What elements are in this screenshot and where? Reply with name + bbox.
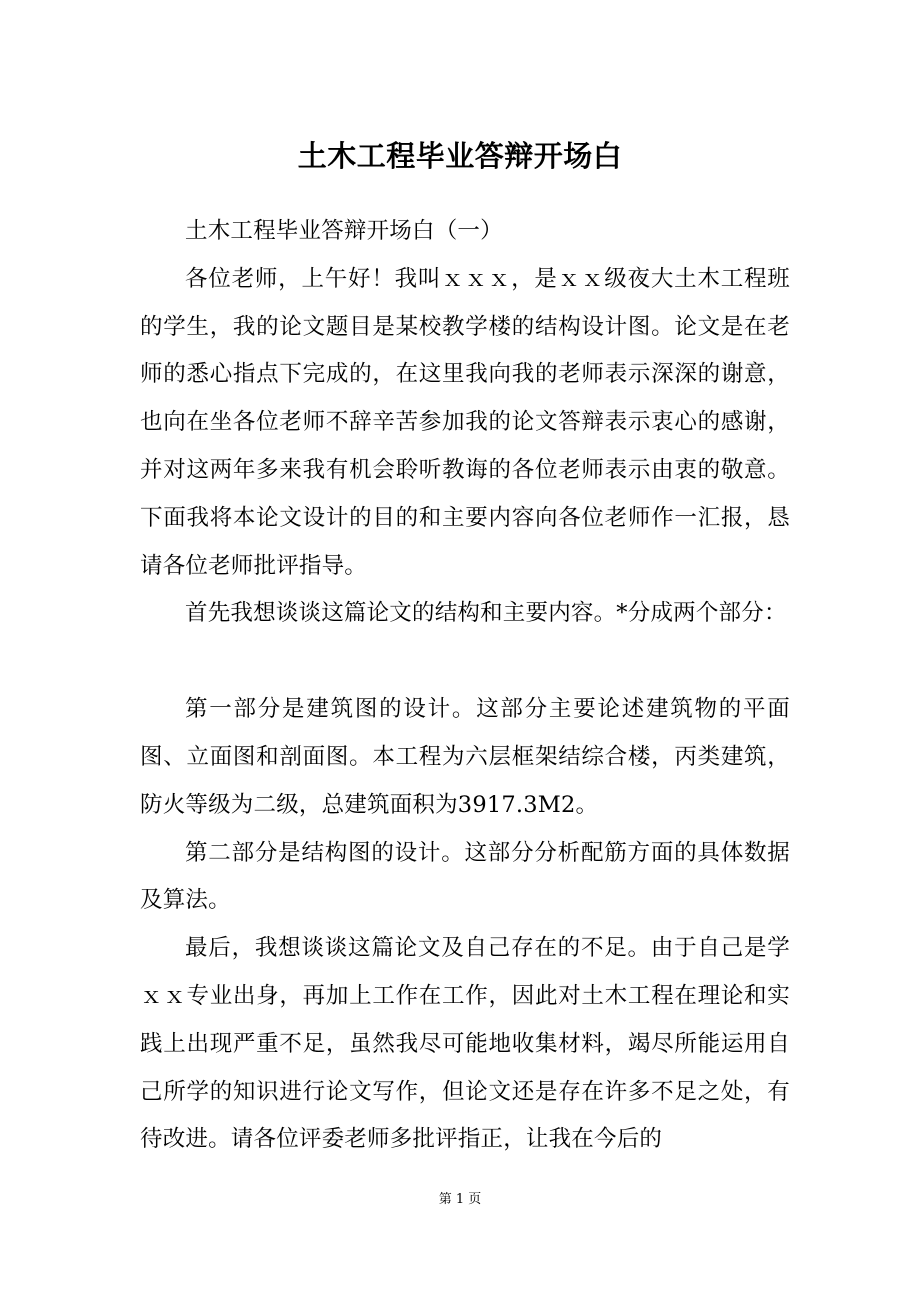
structure-intro-paragraph: 首先我想谈谈这篇论文的结构和主要内容。*分成两个部分： (185, 600, 787, 627)
part-one-paragraph: 第一部分是建筑图的设计。这部分主要论述建筑物的平面图、立面图和剖面图。本工程为六层框架结综合楼，丙类建筑，防火等级为二级，总建筑面积为3917.3M2。 (140, 696, 790, 818)
page-number-footer: 第 1 页 (438, 1192, 482, 1207)
opening-paragraph: 各位老师，上午好！我叫ｘｘｘ，是ｘｘ级夜大土木工程班的学生，我的论文题目是某校教学楼的结构设计图。论文是在老师的悉心指点下完成的，在这里我向我的老师表示深深的谢意，也向在坐各位老师不辞辛苦参加我的论文答辩表示衷心的感谢，并对这两年多来我有机会聆听教诲的各位老师表示由衷的敬意。下面我将本论文设计的目的和主要内容向各位老师作一汇报，恳请各位老师批评指导。 (140, 265, 790, 579)
document-body (140, 208, 790, 1164)
subtitle-paragraph: 土木工程毕业答辩开场白（一） (185, 218, 503, 244)
closing-paragraph: 最后，我想谈谈这篇论文及自己存在的不足。由于自己是学ｘｘ专业出身，再加上工作在工作，因此对土木工程在理论和实践上出现严重不足，虽然我尽可能地收集材料，竭尽所能运用自己所学的知识进行论文写作，但论文还是存在许多不足之处，有待改进。请各位评委老师多批评指正，让我在今后的 (140, 935, 790, 1153)
document-title: 土木工程毕业答辩开场白 (297, 139, 623, 173)
part-two-paragraph: 第二部分是结构图的设计。这部分分析配筋方面的具体数据及算法。 (140, 839, 790, 914)
